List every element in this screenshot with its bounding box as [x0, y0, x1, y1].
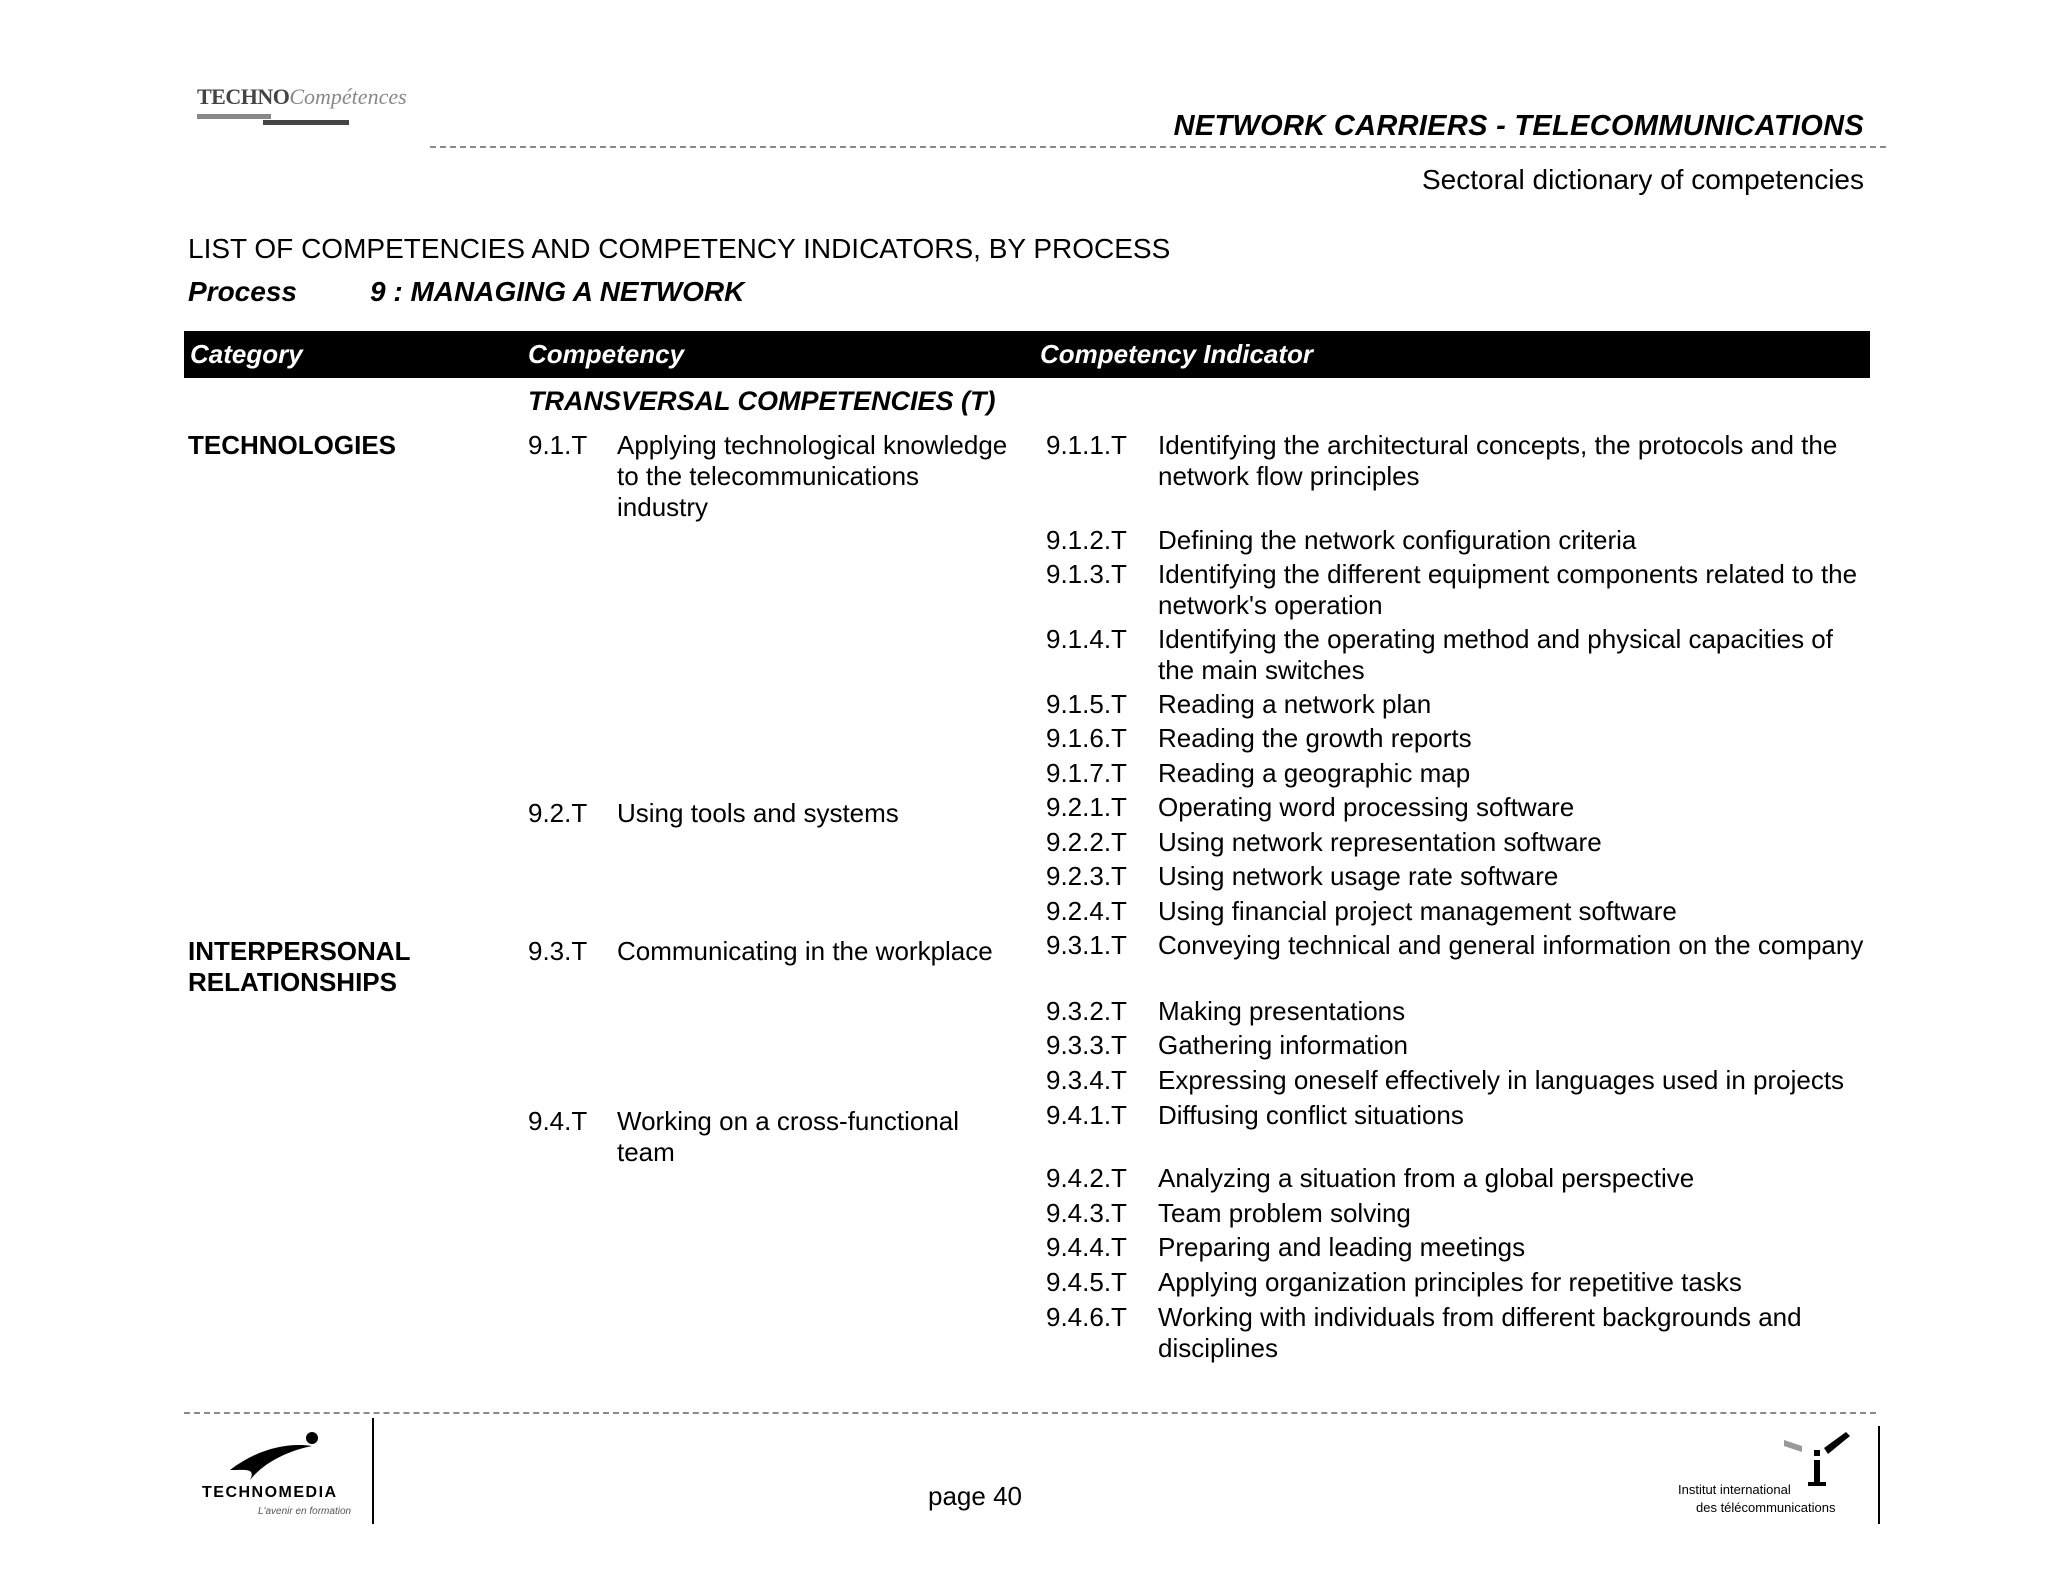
- indicator-label: Operating word processing software: [1158, 792, 1575, 822]
- indicator-number: 9.2.1.T: [1046, 792, 1127, 822]
- indicator-label: Gathering information: [1158, 1030, 1409, 1060]
- indicator-number: 9.4.2.T: [1046, 1163, 1127, 1193]
- indicator-number: 9.4.1.T: [1046, 1100, 1127, 1130]
- indicator-number: 9.1.5.T: [1046, 689, 1127, 719]
- competency-label: Communicating in the workplace: [617, 936, 993, 966]
- logo-text-techno: TECHNO: [197, 84, 290, 109]
- indicator-label: Reading a network plan: [1158, 689, 1432, 719]
- indicator-label: Reading the growth reports: [1158, 723, 1472, 753]
- indicator-number: 9.2.4.T: [1046, 896, 1127, 926]
- footer-right-rule: [1878, 1426, 1880, 1524]
- table-header: [184, 331, 1870, 378]
- competency-number: 9.2.T: [528, 798, 588, 828]
- technomedia-logo: [196, 1428, 376, 1520]
- category-interpersonal-relationships: INTERPERSONAL RELATIONSHIPS: [188, 936, 411, 997]
- header-divider: [430, 146, 1886, 148]
- indicator-label: Identifying the architectural concepts, the protocols and the network flow principles: [1158, 430, 1838, 491]
- indicator-number: 9.4.3.T: [1046, 1198, 1127, 1228]
- indicator-label: Preparing and leading meetings: [1158, 1232, 1526, 1262]
- indicator-label: Identifying the operating method and physical capacities of the main switches: [1158, 624, 1833, 685]
- indicator-number: 9.3.3.T: [1046, 1030, 1127, 1060]
- indicator-label: Defining the network configuration criteria: [1158, 525, 1637, 555]
- indicator-number: 9.2.2.T: [1046, 827, 1127, 857]
- indicator-label: Using network representation software: [1158, 827, 1602, 857]
- indicator-number: 9.1.2.T: [1046, 525, 1127, 555]
- column-header-category: Category: [190, 339, 303, 369]
- indicator-label: Applying organization principles for repetitive tasks: [1158, 1267, 1742, 1297]
- column-header-indicator: Competency Indicator: [1040, 339, 1314, 369]
- indicator-number: 9.1.6.T: [1046, 723, 1127, 753]
- competency-label: Working on a cross-functional team: [617, 1106, 960, 1167]
- competency-number: 9.3.T: [528, 936, 588, 966]
- indicator-number: 9.4.6.T: [1046, 1302, 1127, 1332]
- indicator-label: Working with individuals from different backgrounds and disciplines: [1158, 1302, 1802, 1363]
- process-heading: [188, 276, 745, 308]
- technomedia-tagline: L'avenir en formation: [258, 1506, 352, 1517]
- column-header-competency: Competency: [528, 339, 685, 369]
- logo-text-competences: Compétences: [289, 84, 407, 109]
- iit-logo-line2: des télécommunications: [1696, 1500, 1836, 1515]
- indicator-number: 9.3.2.T: [1046, 996, 1127, 1026]
- indicator-number: 9.1.3.T: [1046, 559, 1127, 589]
- indicator-number: 9.3.4.T: [1046, 1065, 1127, 1095]
- indicator-number: 9.2.3.T: [1046, 861, 1127, 891]
- page-number: page 40: [928, 1481, 1022, 1511]
- document-title: NETWORK CARRIERS - TELECOMMUNICATIONS: [1173, 110, 1864, 142]
- indicator-number: 9.4.5.T: [1046, 1267, 1127, 1297]
- indicator-label: Conveying technical and general information on the company: [1158, 930, 1864, 960]
- competency-number: 9.1.T: [528, 430, 588, 460]
- process-value: 9 : MANAGING A NETWORK: [370, 276, 745, 307]
- category-technologies: TECHNOLOGIES: [188, 430, 397, 460]
- indicator-label: Expressing oneself effectively in languages used in projects: [1158, 1065, 1845, 1095]
- competency-label: Using tools and systems: [617, 798, 899, 828]
- indicator-label: Using network usage rate software: [1158, 861, 1559, 891]
- technocompetences-logo: [197, 84, 407, 130]
- footer-divider: [184, 1412, 1876, 1414]
- iit-emblem-icon: [1780, 1426, 1860, 1490]
- footer-left-rule: [372, 1418, 374, 1524]
- logo-bar-dark: [263, 120, 349, 125]
- process-label: Process: [188, 276, 297, 307]
- logo-bar-light: [197, 114, 271, 119]
- indicator-label: Making presentations: [1158, 996, 1406, 1026]
- list-title: LIST OF COMPETENCIES AND COMPETENCY INDICATORS, BY PROCESS: [188, 233, 1171, 264]
- iit-logo: [1670, 1424, 1870, 1524]
- indicator-label: Using financial project management software: [1158, 896, 1677, 926]
- indicator-label: Analyzing a situation from a global perspective: [1158, 1163, 1695, 1193]
- indicator-number: 9.4.4.T: [1046, 1232, 1127, 1262]
- iit-logo-line1: Institut international: [1678, 1482, 1791, 1497]
- indicator-number: 9.1.4.T: [1046, 624, 1127, 654]
- indicator-label: Reading a geographic map: [1158, 758, 1471, 788]
- indicator-number: 9.3.1.T: [1046, 930, 1127, 960]
- indicator-label: Diffusing conflict situations: [1158, 1100, 1464, 1130]
- indicator-label: Team problem solving: [1158, 1198, 1411, 1228]
- technomedia-name: TECHNOMEDIA: [202, 1484, 338, 1501]
- document-subtitle: Sectoral dictionary of competencies: [1422, 164, 1864, 195]
- indicator-number: 9.1.7.T: [1046, 758, 1127, 788]
- indicator-label: Identifying the different equipment components related to the network's operation: [1158, 559, 1858, 620]
- competency-label: Applying technological knowledge to the telecommunications industry: [617, 430, 1008, 522]
- technomedia-swoosh-icon: [226, 1428, 346, 1484]
- indicator-number: 9.1.1.T: [1046, 430, 1127, 460]
- section-heading: TRANSVERSAL COMPETENCIES (T): [528, 386, 996, 416]
- competency-number: 9.4.T: [528, 1106, 588, 1136]
